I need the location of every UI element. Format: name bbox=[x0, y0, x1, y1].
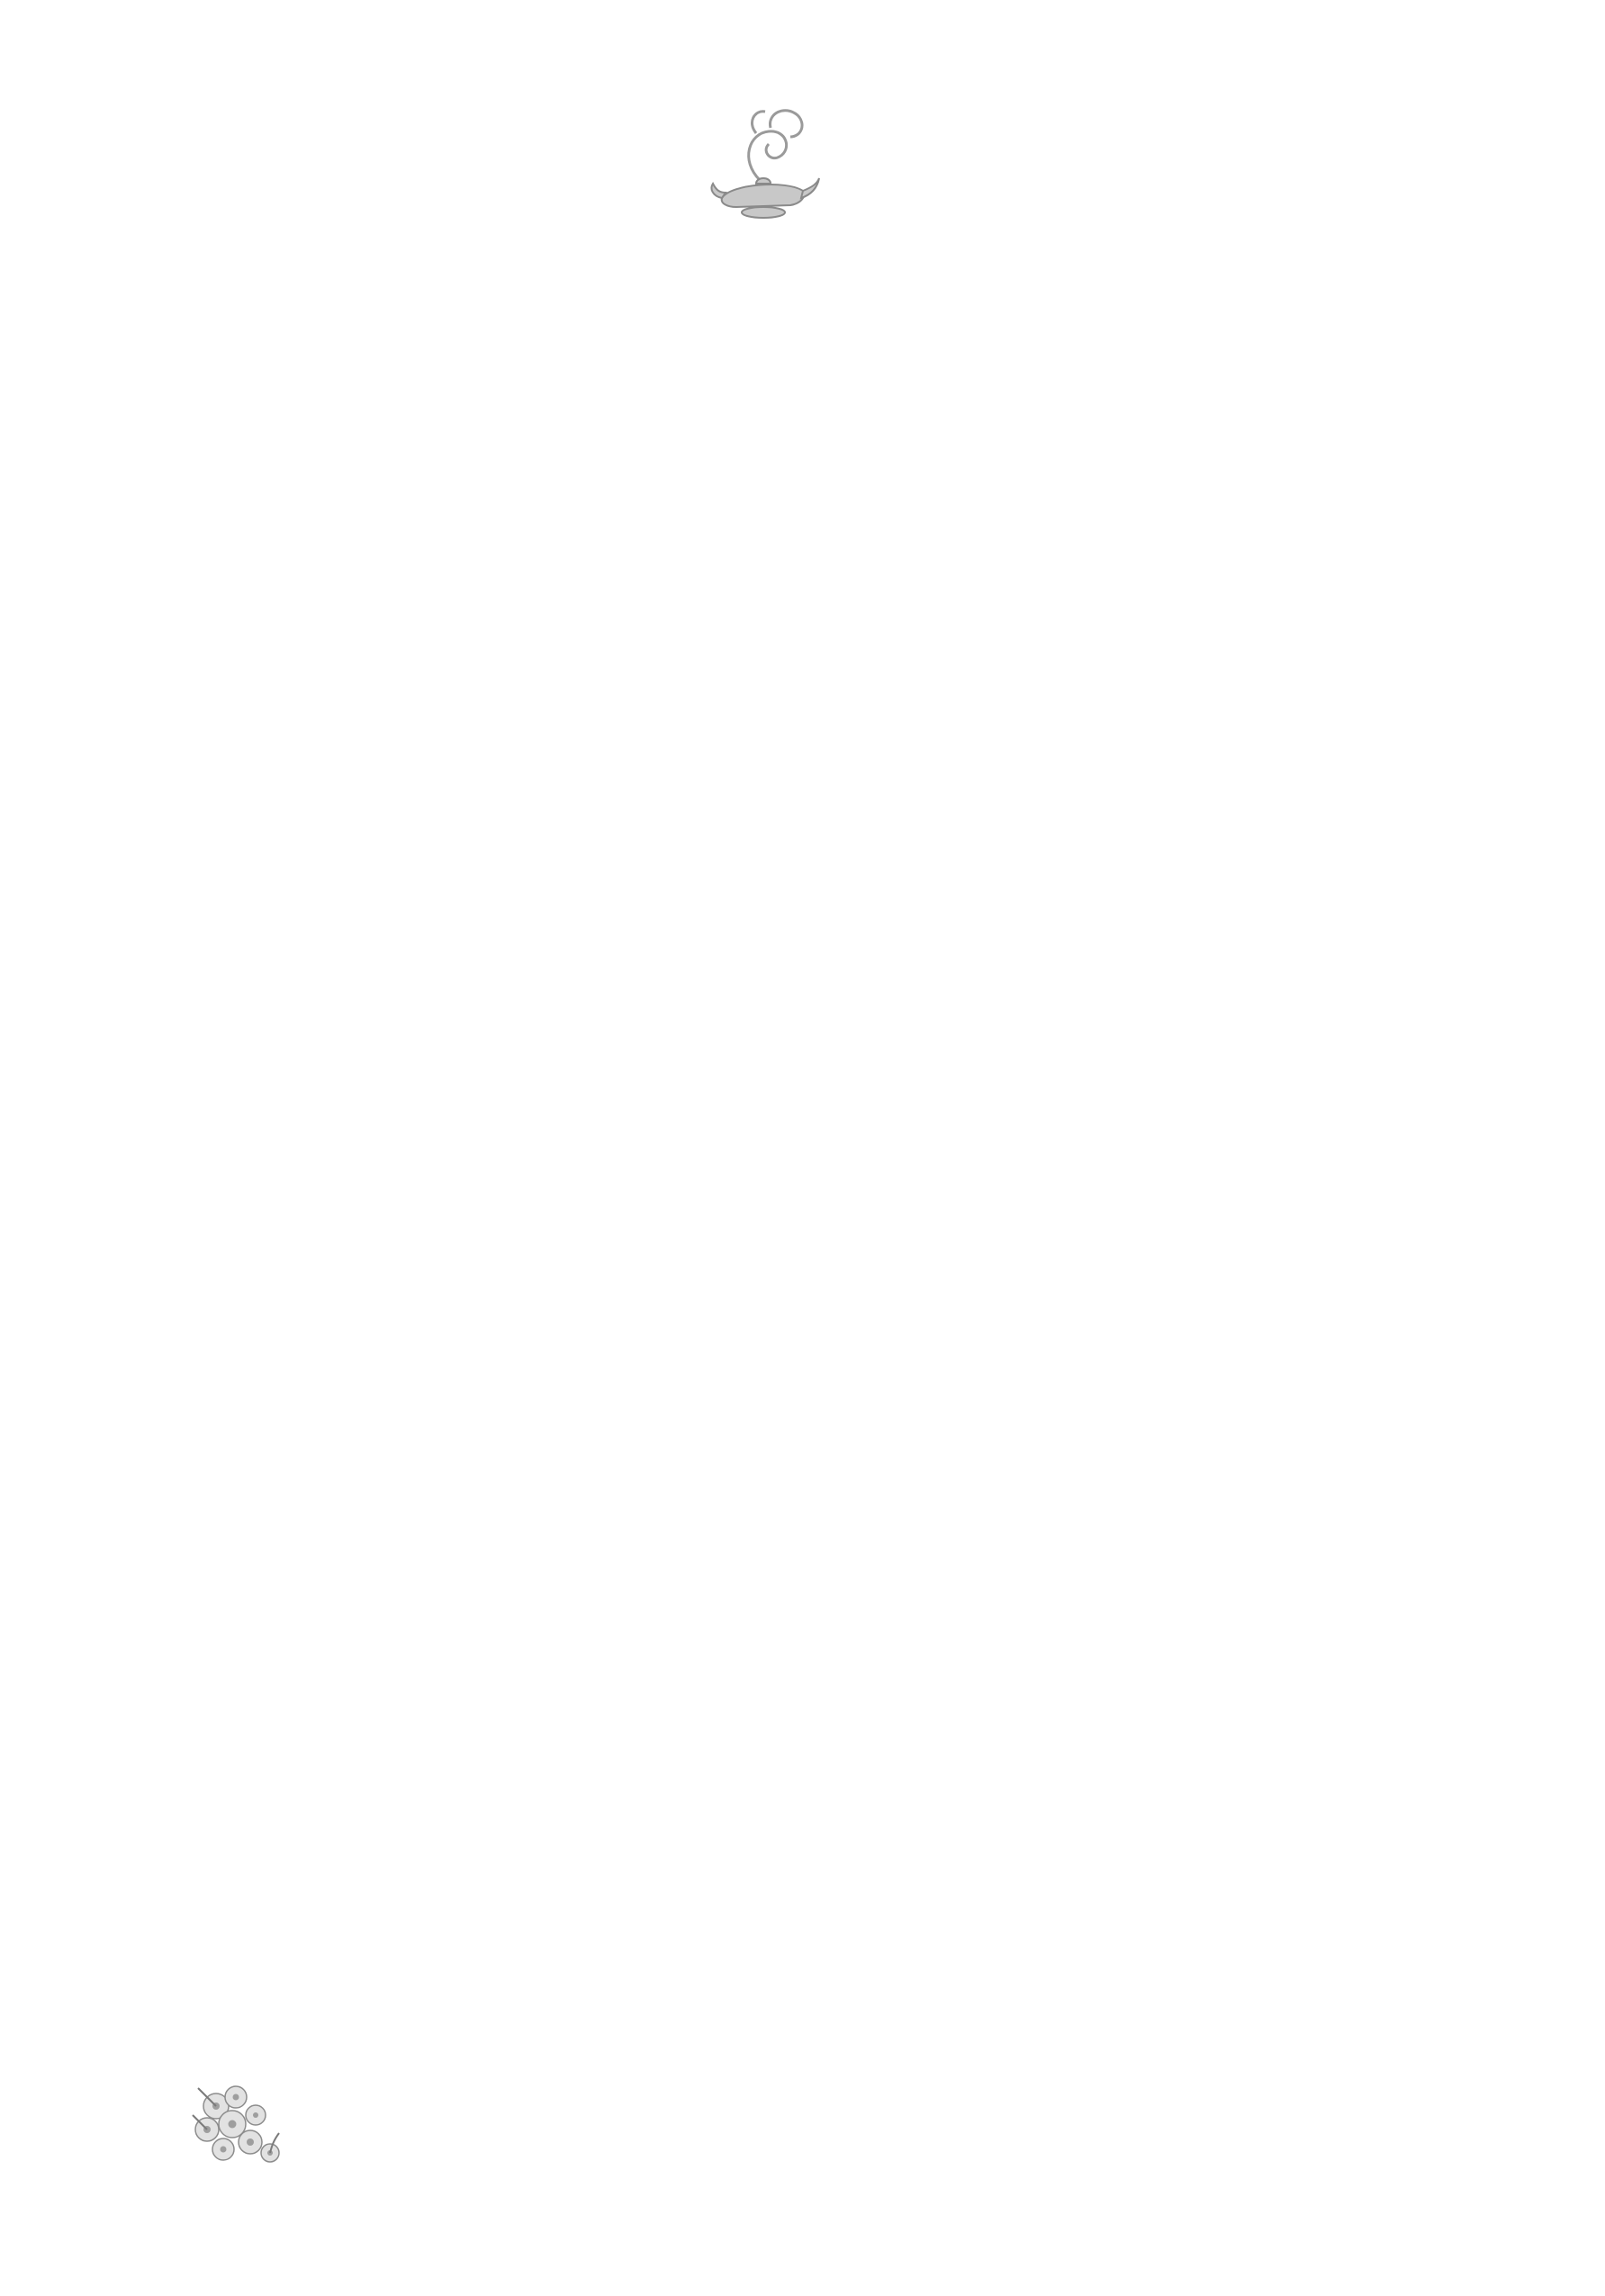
flower-bouquet-icon bbox=[180, 2070, 297, 2178]
page-footer bbox=[180, 2070, 990, 2178]
genie-lamp-icon bbox=[704, 97, 821, 232]
